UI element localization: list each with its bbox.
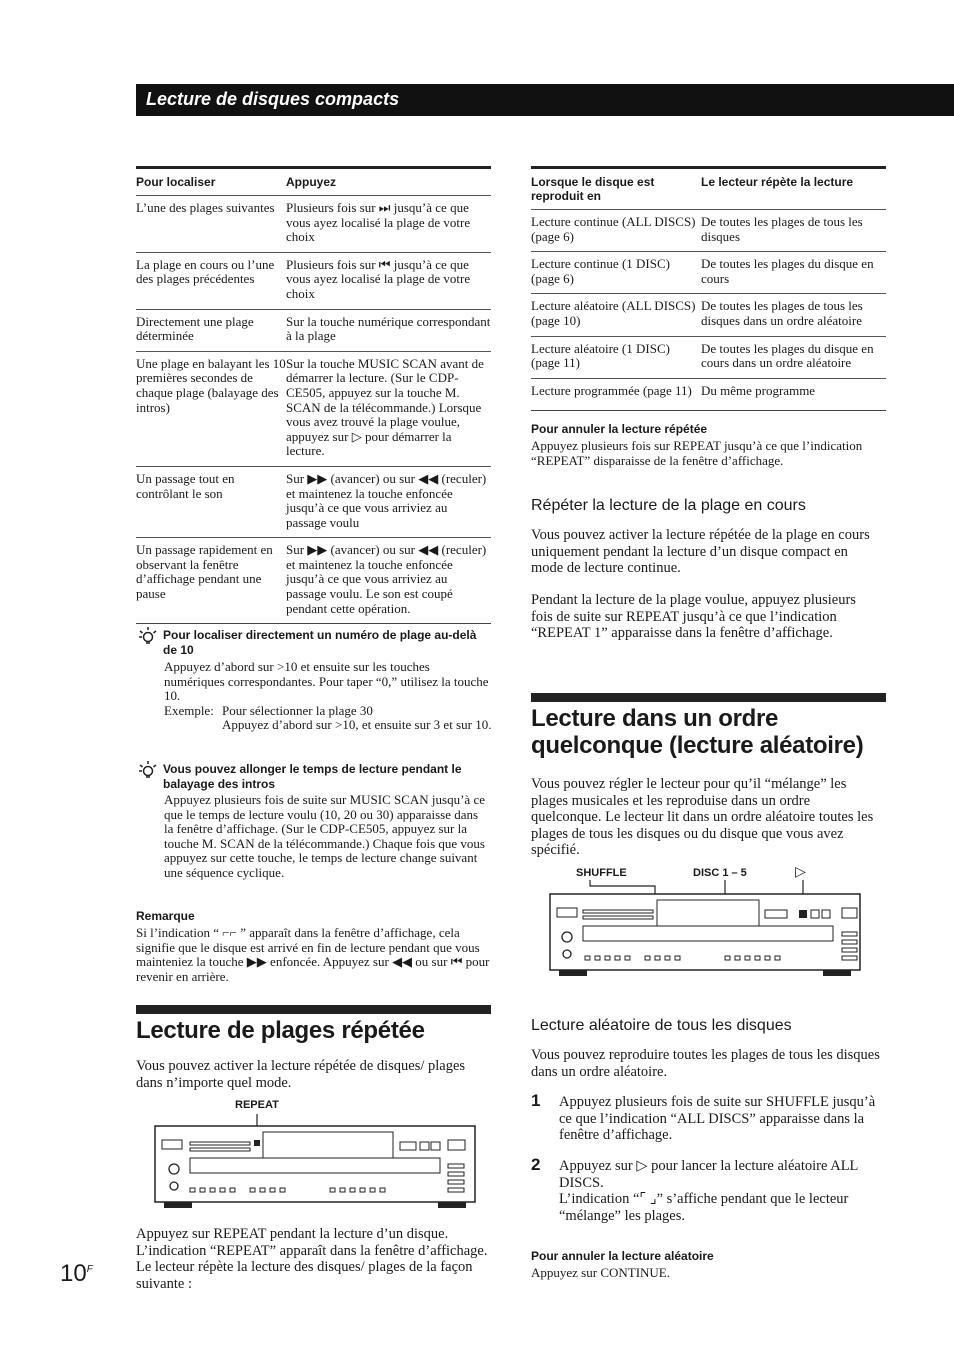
tip-bulb-icon <box>138 760 158 780</box>
shuffle-section-title-line1: Lecture dans un ordre <box>531 705 779 732</box>
step-number: 2 <box>531 1155 541 1174</box>
table-cell: Lecture continue (ALL DISCS) (page 6) <box>531 214 696 244</box>
play-button-label: ▷ <box>795 865 806 880</box>
repeat-track-title: Répéter la lecture de la plage en cours <box>531 497 806 514</box>
repeat-col2-header: Le lecteur répète la lecture <box>701 175 854 189</box>
table-row <box>531 336 886 378</box>
remark-title: Remarque <box>136 909 195 923</box>
shuffle-all-intro: Vous pouvez reproduire toutes les plages de tous les disques dans un ordre aléatoire. <box>531 1047 880 1080</box>
page-number <box>60 1260 93 1288</box>
step-2-text: Appuyez sur ▷ pour lancer la lecture aléatoire ALL DISCS. <box>559 1158 858 1191</box>
tip-title: Vous pouvez allonger le temps de lecture pendant le balayage des intros <box>163 762 462 791</box>
table-row <box>136 196 491 253</box>
cancel-repeat <box>531 422 886 468</box>
table-cell: Un passage rapidement en observant la fenêtre d’affichage pendant une pause <box>136 542 273 602</box>
cd-player-illustration <box>150 1112 480 1212</box>
section-header-bar <box>136 84 954 116</box>
table-cell: Sur ▶▶ (avancer) ou sur ◀◀ (reculer) et maintenez la touche enfoncée jusqu’à ce que vous arriviez au passage voulu <box>286 470 487 530</box>
table-row <box>136 466 491 537</box>
table-row <box>136 252 491 309</box>
locate-table <box>136 166 491 624</box>
repeat-section-title: Lecture de plages répétée <box>136 1017 425 1044</box>
repeat-intro: Vous pouvez activer la lecture répétée de disques/ plages dans n’importe quel mode. <box>136 1058 466 1091</box>
locate-col2-header: Appuyez <box>286 175 337 189</box>
shuffle-button-label: SHUFFLE <box>576 867 627 879</box>
locate-col1-header: Pour localiser <box>136 175 216 189</box>
repeat-track-p1: Vous pouvez activer la lecture répétée de la plage en cours uniquement pendant la lecture d’un disque compact en mode de lecture continue. <box>531 527 870 576</box>
cancel-shuffle-body: Appuyez sur CONTINUE. <box>531 1265 671 1280</box>
table-row <box>531 378 886 411</box>
cd-player-illustration <box>545 880 865 984</box>
table-row <box>531 252 886 294</box>
table-row <box>136 309 491 351</box>
table-row <box>136 538 491 624</box>
page-number-suffix: F <box>86 1264 93 1275</box>
table-cell: Sur la touche MUSIC SCAN avant de démarrer la lecture. (Sur le CDP-CE505, appuyez sur la touche M. SCAN de la télécommande.) Lorsque vous avez trouvé la plage voulue, appuyez sur ▷ pour démarrer la lecture. <box>286 355 484 459</box>
cancel-shuffle <box>531 1249 886 1281</box>
table-cell: Lecture aléatoire (1 DISC) (page 11) <box>531 340 670 371</box>
table-cell: Lecture programmée (page 11) <box>531 382 692 398</box>
section-rule <box>136 1005 491 1014</box>
table-cell: De toutes les plages de tous les disques dans un ordre aléatoire <box>701 298 863 328</box>
table-cell: De toutes les plages du disque en cours <box>701 256 874 286</box>
table-cell: De toutes les plages de tous les disques <box>701 214 863 244</box>
table-cell: Un passage tout en contrôlant le son <box>136 470 235 501</box>
remark <box>136 909 491 984</box>
remark-body: Si l’indication “ ⌐⌐ ” apparaît dans la fenêtre d’affichage, cela signifie que le disque est arrivé en fin de lecture pendant que vous mainteniez la touche ▶▶ enfoncée. Appuyez sur ◀◀ ou sur ⏮ pour revenir en arrière. <box>136 925 490 984</box>
page-number-value: 10 <box>60 1260 87 1287</box>
repeat-body: Appuyez sur REPEAT pendant la lecture d’un disque. L’indication “REPEAT” apparaît dans la fenêtre d’affichage. Le lecteur répète la lecture des disques/ plages de la façon suivante : <box>136 1226 488 1292</box>
repeat-button-label: REPEAT <box>235 1099 279 1111</box>
step-number: 1 <box>531 1091 541 1110</box>
cancel-repeat-title: Pour annuler la lecture répétée <box>531 422 708 436</box>
table-cell: Sur ▶▶ (avancer) ou sur ◀◀ (reculer) et maintenez la touche enfoncée jusqu’à ce que vous arriviez au passage voulu. Le son est coupé pendant cette opération. <box>286 542 487 616</box>
table-row <box>136 351 491 466</box>
table-cell: Directement une plage déterminée <box>136 313 254 344</box>
table-cell: Plusieurs fois sur ⏭ jusqu’à ce que vous ayez localisé la plage de votre choix <box>286 200 471 245</box>
tip-example-label: Exemple: <box>164 703 214 718</box>
table-row <box>531 294 886 336</box>
section-header-title: Lecture de disques compacts <box>146 89 400 109</box>
tip-example-line1: Pour sélectionner la plage 30 <box>222 703 373 718</box>
repeat-track-p2: Pendant la lecture de la plage voulue, appuyez plusieurs fois de suite sur REPEAT jusqu’à ce que l’indication “REPEAT 1” apparaisse dans la fenêtre d’affichage. <box>531 592 856 641</box>
shuffle-section-title-line2: quelconque (lecture aléatoire) <box>531 732 864 759</box>
table-cell: De toutes les plages du disque en cours dans un ordre aléatoire <box>701 340 874 371</box>
tip-bulb-icon <box>138 626 158 646</box>
table-cell: Une plage en balayant les 10 premières secondes de chaque plage (balayage des intros) <box>136 355 286 415</box>
cancel-repeat-body: Appuyez plusieurs fois sur REPEAT jusqu’à ce que l’indication “REPEAT” disparaisse de la fenêtre d’affichage. <box>531 438 863 468</box>
table-cell: La plage en cours ou l’une des plages précédentes <box>136 256 275 287</box>
table-cell: Du même programme <box>701 382 816 398</box>
tip-body: Appuyez plusieurs fois de suite sur MUSIC SCAN jusqu’à ce que le temps de lecture voulu (10, 20 ou 30) apparaisse dans la fenêtre d’affichage. (Sur le CDP-CE505, appuyez sur la touche M. SCAN de la télécommande.) Chaque fois que vous appuyez sur cette touche, le temps de lecture change suivant une séquence cyclique. <box>164 792 485 880</box>
table-row <box>531 210 886 252</box>
step-2-indicator-text: L’indication “⌜ ⌟” s’affiche pendant que le lecteur “mélange” les plages. <box>559 1191 849 1224</box>
table-cell: L’une des plages suivantes <box>136 200 275 215</box>
tip-body: Appuyez d’abord sur >10 et ensuite sur les touches numériques correspondantes. Pour taper “0,” utilisez la touche 10. <box>164 659 489 704</box>
disc-buttons-label: DISC 1 – 5 <box>693 867 747 879</box>
repeat-table <box>531 166 886 411</box>
table-cell: Lecture aléatoire (ALL DISCS) (page 10) <box>531 298 696 328</box>
step-1-text: Appuyez plusieurs fois de suite sur SHUFFLE jusqu’à ce que l’indication “ALL DISCS” apparaisse dans la fenêtre d’affichage. <box>559 1094 876 1143</box>
cancel-shuffle-title: Pour annuler la lecture aléatoire <box>531 1249 714 1263</box>
section-rule <box>531 693 886 702</box>
tip-title: Pour localiser directement un numéro de plage au-delà de 10 <box>163 628 477 657</box>
table-cell: Plusieurs fois sur ⏮ jusqu’à ce que vous ayez localisé la plage de votre choix <box>286 256 471 301</box>
shuffle-all-title: Lecture aléatoire de tous les disques <box>531 1017 792 1034</box>
table-cell: Lecture continue (1 DISC) (page 6) <box>531 256 670 286</box>
tip-example-line2: Appuyez d’abord sur >10, et ensuite sur 3 et sur 10. <box>222 717 492 732</box>
shuffle-intro: Vous pouvez régler le lecteur pour qu’il “mélange” les plages musicales et les reproduise dans un ordre quelconque. Le lecteur lit dans un ordre aléatoire toutes les plages de tous les disques ou du disque que vous avez spécifié. <box>531 776 874 858</box>
table-cell: Sur la touche numérique correspondant à la plage <box>286 313 491 344</box>
repeat-col1-header: Lorsque le disque est reproduit en <box>531 175 655 203</box>
